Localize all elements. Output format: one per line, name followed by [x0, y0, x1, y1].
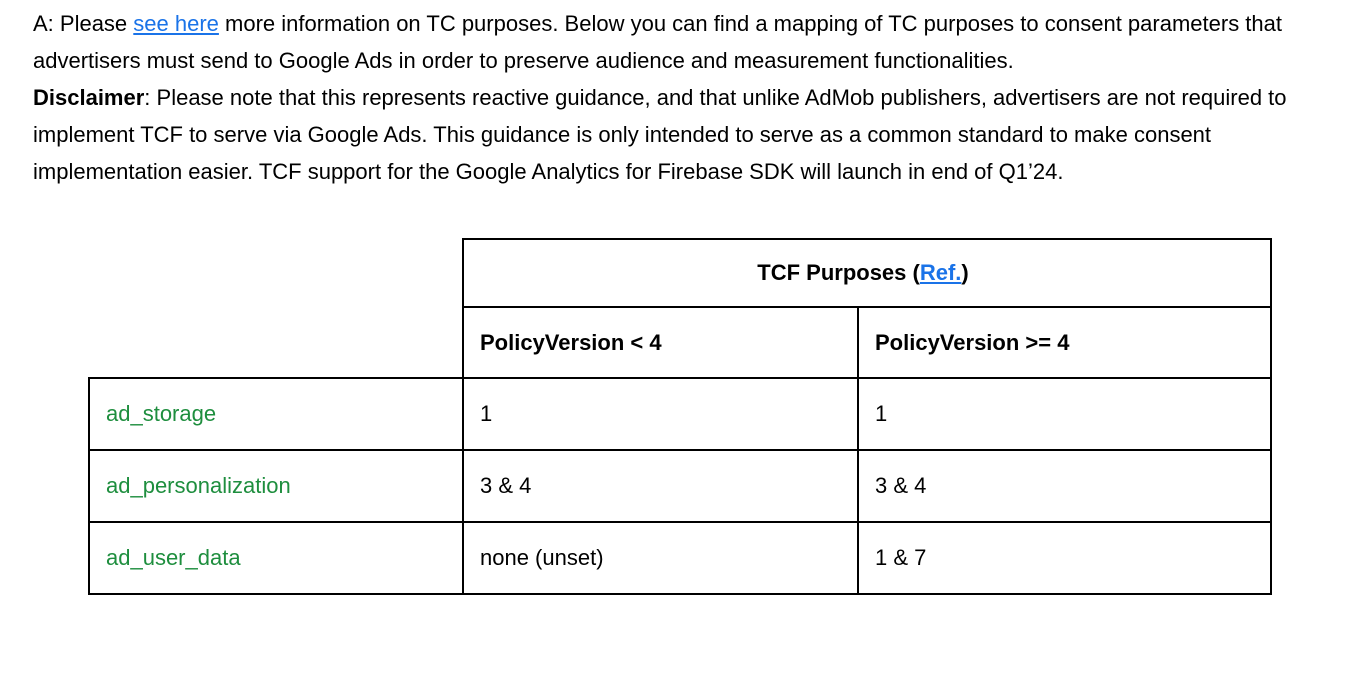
- table-row-ad-user-data: [89, 522, 1271, 594]
- row-label-ad-personalization: ad_personalization: [89, 450, 463, 522]
- table-title-suffix: ): [961, 260, 969, 285]
- answer-text-prefix: A: Please: [33, 11, 134, 36]
- cell-ad-personalization-lt4: 3 & 4: [463, 450, 858, 522]
- disclaimer-paragraph: [33, 79, 1313, 190]
- table-row-ad-storage: [89, 378, 1271, 450]
- cell-ad-personalization-gte4: 3 & 4: [858, 450, 1271, 522]
- answer-paragraph: [33, 5, 1313, 79]
- tcf-purposes-table: [88, 238, 1272, 595]
- cell-ad-user-data-lt4: none (unset): [463, 522, 858, 594]
- table-row-ad-personalization: [89, 450, 1271, 522]
- column-header-policyversion-gte-4: PolicyVersion >= 4: [858, 307, 1271, 378]
- row-label-ad-user-data: ad_user_data: [89, 522, 463, 594]
- cell-ad-storage-gte4: 1: [858, 378, 1271, 450]
- table-corner-blank: [89, 239, 463, 307]
- disclaimer-label: Disclaimer: [33, 85, 145, 110]
- table-title-prefix: TCF Purposes (: [757, 260, 920, 285]
- see-here-link[interactable]: see here: [133, 11, 219, 36]
- cell-ad-user-data-gte4: 1 & 7: [858, 522, 1271, 594]
- table-corner-blank: [89, 307, 463, 378]
- table-title-row: [89, 239, 1271, 307]
- row-label-ad-storage: ad_storage: [89, 378, 463, 450]
- column-header-policyversion-lt-4: PolicyVersion < 4: [463, 307, 858, 378]
- cell-ad-storage-lt4: 1: [463, 378, 858, 450]
- table-title-cell: [463, 239, 1271, 307]
- table-column-header-row: [89, 307, 1271, 378]
- disclaimer-text: : Please note that this represents reactive guidance, and that unlike AdMob publishers, advertisers are not required to implement TCF to serve via Google Ads. This guidance is only intended to serve as a common standard to make consent implementation easier. TCF support for the Google Analytics for Firebase SDK will launch in end of Q1’24.: [33, 85, 1287, 184]
- ref-link[interactable]: Ref.: [919, 260, 962, 285]
- answer-text-suffix: more information on TC purposes. Below you can find a mapping of TC purposes to consent parameters that advertisers must send to Google Ads in order to preserve audience and measurement functionalities.: [33, 11, 1282, 73]
